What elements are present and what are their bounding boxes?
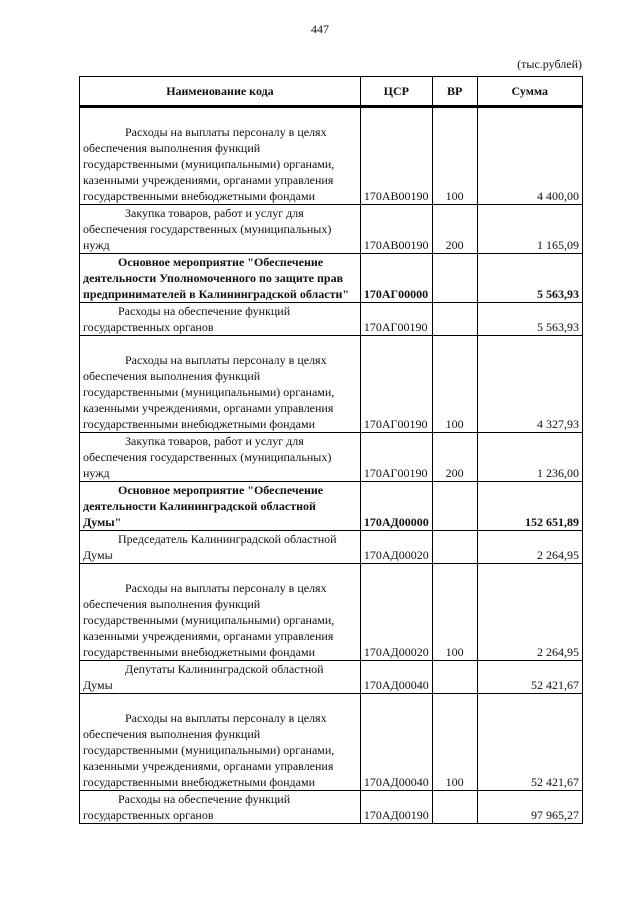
row-name <box>80 791 361 824</box>
row-csr: 170АГ00190 <box>360 433 432 482</box>
row-sum: 52 421,67 <box>477 661 582 694</box>
row-name-rest: обеспечения выполнения функций государственными (муниципальными) органами, казенными учреждениями, органами управления государственными внебюджетными фондами <box>83 141 335 203</box>
table-row <box>80 791 583 824</box>
table-row <box>80 694 583 791</box>
row-name <box>80 107 361 205</box>
units-label: (тыс.рублей) <box>517 57 582 71</box>
row-vr <box>432 531 477 564</box>
row-sum: 152 651,89 <box>477 482 582 531</box>
row-name <box>80 661 361 694</box>
row-sum: 2 264,95 <box>477 564 582 661</box>
row-csr: 170АД00190 <box>360 791 432 824</box>
row-name-rest: обеспечения выполнения функций государственными (муниципальными) органами, казенными учреждениями, органами управления государственными внебюджетными фондами <box>83 369 335 431</box>
table-row <box>80 336 583 433</box>
row-sum: 1 165,09 <box>477 205 582 254</box>
row-name <box>80 205 361 254</box>
row-csr: 170АГ00190 <box>360 303 432 336</box>
row-name-rest: государственных органов <box>83 320 214 334</box>
table-header-row <box>80 77 583 107</box>
row-name-first: Закупка товаров, работ и услуг для <box>125 434 304 448</box>
row-name-first: Расходы на выплаты персоналу в целях <box>125 125 327 139</box>
row-csr: 170АГ00190 <box>360 336 432 433</box>
row-sum: 2 264,95 <box>477 531 582 564</box>
row-vr: 200 <box>432 433 477 482</box>
row-sum: 1 236,00 <box>477 433 582 482</box>
row-name-rest: обеспечения государственных (муниципальных) нужд <box>83 222 332 252</box>
row-sum: 52 421,67 <box>477 694 582 791</box>
row-vr: 100 <box>432 107 477 205</box>
row-name <box>80 336 361 433</box>
row-name-first: Расходы на выплаты персоналу в целях <box>125 353 327 367</box>
row-vr <box>432 254 477 303</box>
table-row <box>80 661 583 694</box>
row-name <box>80 694 361 791</box>
row-vr <box>432 482 477 531</box>
row-vr <box>432 303 477 336</box>
row-vr: 100 <box>432 336 477 433</box>
row-csr: 170АД00020 <box>360 531 432 564</box>
row-name-rest: обеспечения выполнения функций государственными (муниципальными) органами, казенными учреждениями, органами управления государственными внебюджетными фондами <box>83 727 335 789</box>
row-name-first: Расходы на обеспечение функций <box>118 304 291 318</box>
row-sum: 5 563,93 <box>477 254 582 303</box>
row-csr: 170АВ00190 <box>360 205 432 254</box>
row-sum: 4 327,93 <box>477 336 582 433</box>
row-vr: 200 <box>432 205 477 254</box>
row-sum: 5 563,93 <box>477 303 582 336</box>
row-csr: 170АВ00190 <box>360 107 432 205</box>
table-row <box>80 254 583 303</box>
row-name-first: Расходы на обеспечение функций <box>118 792 291 806</box>
row-vr <box>432 791 477 824</box>
row-vr: 100 <box>432 694 477 791</box>
row-csr: 170АД00040 <box>360 694 432 791</box>
row-name <box>80 564 361 661</box>
table-row <box>80 303 583 336</box>
budget-table <box>79 76 583 824</box>
row-name-first: Председатель Калининградской областной <box>118 532 337 546</box>
row-name-rest: Думы <box>83 548 113 562</box>
row-name-first: Расходы на выплаты персоналу в целях <box>125 711 327 725</box>
table-row <box>80 531 583 564</box>
header-sum: Сумма <box>477 77 582 107</box>
table-row <box>80 205 583 254</box>
table-row <box>80 433 583 482</box>
row-name-first: Основное мероприятие "Обеспечение <box>118 483 324 497</box>
header-name: Наименование кода <box>80 77 361 107</box>
row-name <box>80 433 361 482</box>
table-row <box>80 107 583 205</box>
row-name-first: Расходы на выплаты персоналу в целях <box>125 581 327 595</box>
row-vr: 100 <box>432 564 477 661</box>
row-name-rest: обеспечения государственных (муниципальных) нужд <box>83 450 332 480</box>
row-csr: 170АГ00000 <box>360 254 432 303</box>
row-name-rest: деятельности Уполномоченного по защите прав предпринимателей в Калининградской области" <box>83 271 350 301</box>
row-name-rest: деятельности Калининградской областной Думы" <box>83 499 316 529</box>
header-csr: ЦСР <box>360 77 432 107</box>
row-sum: 4 400,00 <box>477 107 582 205</box>
row-name <box>80 254 361 303</box>
row-vr <box>432 661 477 694</box>
row-name <box>80 482 361 531</box>
header-vr: ВР <box>432 77 477 107</box>
row-name <box>80 303 361 336</box>
row-csr: 170АД00020 <box>360 564 432 661</box>
row-name-first: Депутаты Калининградской областной <box>125 662 324 676</box>
row-csr: 170АД00000 <box>360 482 432 531</box>
row-csr: 170АД00040 <box>360 661 432 694</box>
row-sum: 97 965,27 <box>477 791 582 824</box>
row-name <box>80 531 361 564</box>
row-name-first: Закупка товаров, работ и услуг для <box>125 206 304 220</box>
table-row <box>80 564 583 661</box>
table-row <box>80 482 583 531</box>
page-number: 447 <box>311 22 329 36</box>
row-name-rest: обеспечения выполнения функций государственными (муниципальными) органами, казенными учреждениями, органами управления государственными внебюджетными фондами <box>83 597 335 659</box>
row-name-first: Основное мероприятие "Обеспечение <box>118 255 324 269</box>
row-name-rest: государственных органов <box>83 808 214 822</box>
row-name-rest: Думы <box>83 678 113 692</box>
